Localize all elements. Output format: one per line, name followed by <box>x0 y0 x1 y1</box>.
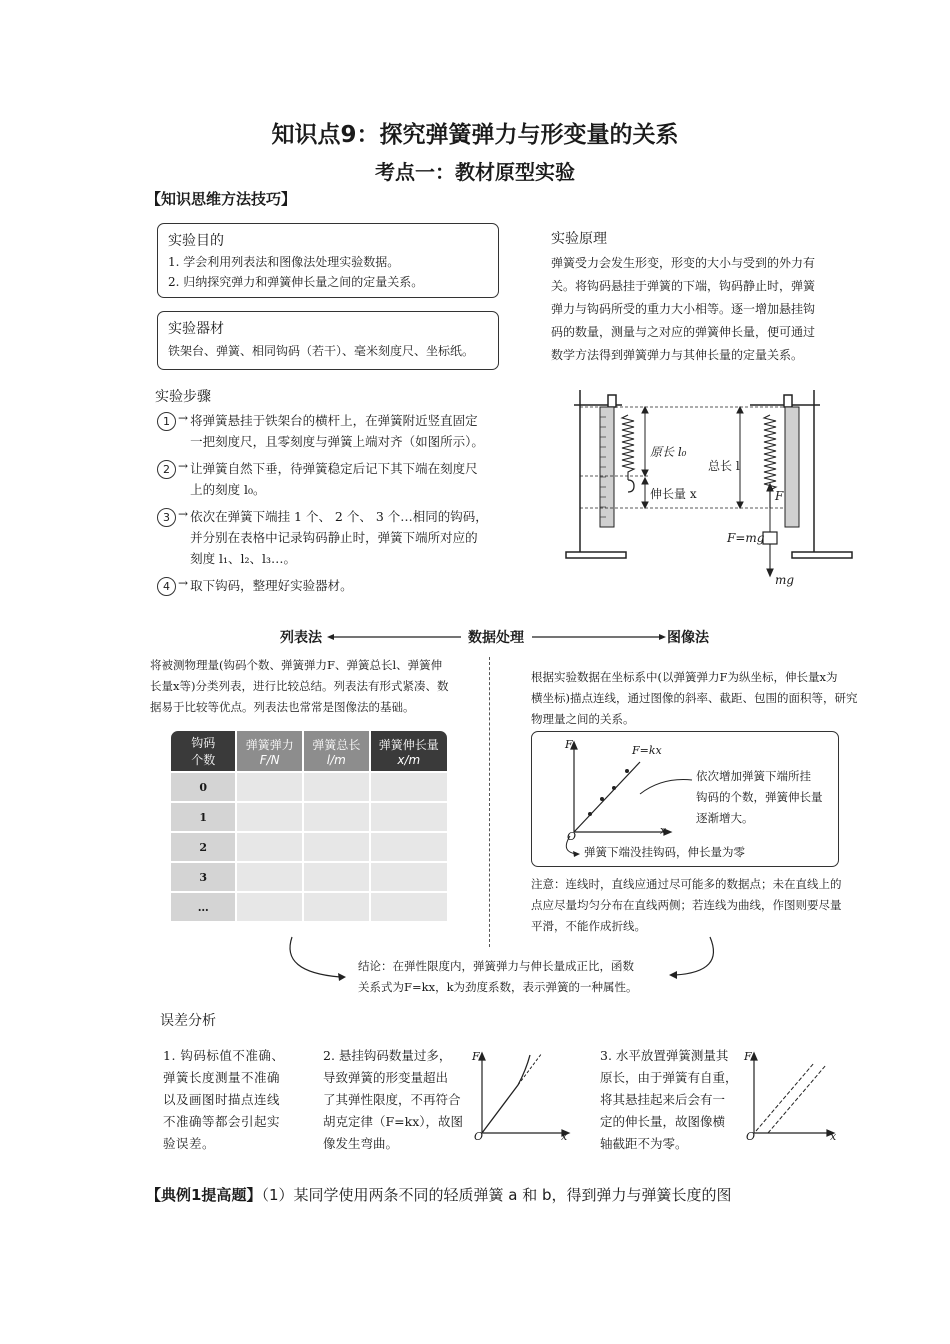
error3-axis-x: x <box>830 1130 837 1143</box>
error3-axis-y: F <box>744 1050 752 1063</box>
hook-icon <box>628 480 634 492</box>
step-item: 1 → 将弹簧悬挂于铁架台的横杆上，在弹簧附近竖直固定 一把刻度尺，且零刻度与弹簧上端对齐（如图所示）。 <box>157 410 517 452</box>
error2-origin: O <box>474 1130 484 1143</box>
equipment-title: 实验器材 <box>168 321 224 337</box>
graph-method-text: 根据实验数据在坐标系中(以弹簧弹力F为纵坐标，伸长量x为 横坐标)描点连线，通过图像的斜率、截距、包围的面积等，研究 物理量之间的关系。 <box>531 670 858 726</box>
attention-text: 注意：连线时，直线应通过尽可能多的数据点；未在直线上的 点应尽量均匀分布在直线两侧；若连线为曲线，作图则要尽量 平滑，不能作成折线。 <box>531 877 842 933</box>
left-spring <box>622 415 634 480</box>
label-weight: mg <box>775 573 795 587</box>
table-header: 钩码 个数 <box>170 730 236 772</box>
arrow-icon: → <box>178 459 189 473</box>
data-point <box>588 812 592 816</box>
example-line <box>146 1184 732 1205</box>
steps-title: 实验步骤 <box>155 389 211 405</box>
graph-zero-note: 弹簧下端没挂钩码，伸长量为零 <box>584 845 745 859</box>
table-row: 2 <box>170 832 448 862</box>
arrow-icon: → <box>178 507 189 521</box>
graph-axis-y: F <box>565 738 573 751</box>
error-title: 误差分析 <box>160 1013 216 1029</box>
purpose-item: 2. 归纳探究弹力和弹簧伸长量之间的定量关系。 <box>168 275 424 289</box>
step-item: 2 → 让弹簧自然下垂，待弹簧稳定后记下其下端在刻度尺 上的刻度 l₀。 <box>157 458 517 500</box>
error3-origin: O <box>746 1130 756 1143</box>
equipment-box <box>157 311 499 370</box>
table-row: … <box>170 892 448 922</box>
step-number: 1 <box>157 412 176 431</box>
section-label: 【知识思维方法技巧】 <box>146 190 297 208</box>
arrow-icon: → <box>178 411 189 425</box>
data-point <box>625 769 629 773</box>
error-item-1: 1. 钩码标值不准确、 弹簧长度测量不准确 以及画图时描点连线 不准确等都会引起实 验误差。 <box>163 1048 285 1151</box>
left-stand <box>566 390 626 558</box>
step-number: 3 <box>157 508 176 527</box>
error-item-3: 3. 水平放置弹簧测量其 原长，由于弹簧有自重， 将其悬挂起来后会有一 定的伸长量，故图像横 轴截距不为零。 <box>600 1048 738 1151</box>
right-ruler <box>785 407 799 527</box>
step-item: 3 → 依次在弹簧下端挂 1 个、 2 个、 3 个…相同的钩码， 并分别在表格中记录钩码静止时，弹簧下端所对应的 刻度 l₁、l₂、l₃…。 <box>157 506 517 569</box>
weight-icon <box>763 532 777 544</box>
label-equation: F=mg <box>727 531 765 545</box>
dashed-line <box>768 1065 826 1133</box>
steps-list <box>157 410 517 596</box>
data-processing-label: 数据处理 <box>468 630 524 646</box>
graph-origin: O <box>567 830 577 843</box>
conclusion-text: 结论：在弹性限度内，弹簧弹力与伸长量成正比，函数 关系式为F=kx，k为劲度系数，表示弹簧的一种属性。 <box>358 959 638 994</box>
graph-box <box>531 731 839 867</box>
error-item-2: 2. 悬挂钩码数量过多， 导致弹簧的形变量超出 了其弹性限度，不再符合 胡克定律（F=kx），故图 像发生弯曲。 <box>323 1048 464 1151</box>
data-point <box>612 786 616 790</box>
step-item: 4 → 取下钩码，整理好实验器材。 <box>157 575 517 596</box>
vertical-divider <box>489 657 490 947</box>
page-title: 知识点9：探究弹簧弹力与形变量的关系 <box>271 122 679 148</box>
error-graph-3 <box>742 1045 842 1145</box>
principle-title: 实验原理 <box>551 231 607 247</box>
purpose-item: 1. 学会利用列表法和图像法处理实验数据。 <box>168 255 400 269</box>
arrow-icon: → <box>178 576 189 590</box>
step-number: 4 <box>157 577 176 596</box>
label-total-length: 总长 l <box>708 459 740 473</box>
example-label: 【典例1提高题】 <box>146 1186 262 1204</box>
table-header: 弹簧总长 l/m <box>303 730 370 772</box>
purpose-title: 实验目的 <box>168 233 224 249</box>
list-method-label: 列表法 <box>280 630 322 646</box>
example-text: （1）某同学使用两条不同的轻质弹簧 a 和 b，得到弹力与弹簧长度的图 <box>261 1186 732 1204</box>
graph-line-label: F=kx <box>632 744 662 757</box>
equipment-text: 铁架台、弹簧、相同钩码（若干）、毫米刻度尺、坐标纸。 <box>168 344 475 358</box>
principle-text: 弹簧受力会发生形变，形变的大小与受到的外力有 关。将钩码悬挂于弹簧的下端，钩码静止时，弹簧 弹力与钩码所受的重力大小相等。逐一增加悬挂钩 码的数量，测量与之对应的弹簧伸长量，便可通过 数学方法得到弹簧弹力与其伸长量的定量关系。 <box>551 256 816 362</box>
page-subtitle: 考点一：教材原型实验 <box>375 160 575 184</box>
graph-axis-x: x <box>660 824 667 837</box>
error2-axis-y: F <box>472 1050 480 1063</box>
graph-method-label: 图像法 <box>667 630 709 646</box>
error2-axis-x: x <box>561 1130 568 1143</box>
processing-arrows <box>325 630 670 644</box>
label-original-length: 原长 l₀ <box>650 445 687 459</box>
table-header: 弹簧伸长量 x/m <box>370 730 448 772</box>
list-method-text: 将被测物理量(钩码个数、弹簧弹力F、弹簧总长l、弹簧伸 长量x等)分类列表，进行比较总结。列表法有形式紧凑、数 据易于比较等优点。列表法也常常是图像法的基础。 <box>150 658 449 714</box>
fit-line <box>574 762 640 832</box>
bent-curve <box>482 1055 530 1133</box>
table-row: 0 <box>170 772 448 802</box>
table-row: 3 <box>170 862 448 892</box>
graph-annotation: 依次增加弹簧下端所挂 钩码的个数，弹簧伸长量 逐渐增大。 <box>696 769 823 825</box>
dashed-extension <box>518 1053 542 1085</box>
step-number: 2 <box>157 460 176 479</box>
table-row: 1 <box>170 802 448 832</box>
purpose-box <box>157 223 499 298</box>
label-extension: 伸长量 x <box>650 487 697 501</box>
label-force: F <box>775 489 784 503</box>
apparatus-figure <box>560 380 855 590</box>
data-point <box>600 797 604 801</box>
data-table <box>170 730 448 922</box>
curved-arrow <box>640 780 692 794</box>
dashed-line <box>756 1063 814 1131</box>
table-header: 弹簧弹力 F/N <box>236 730 303 772</box>
